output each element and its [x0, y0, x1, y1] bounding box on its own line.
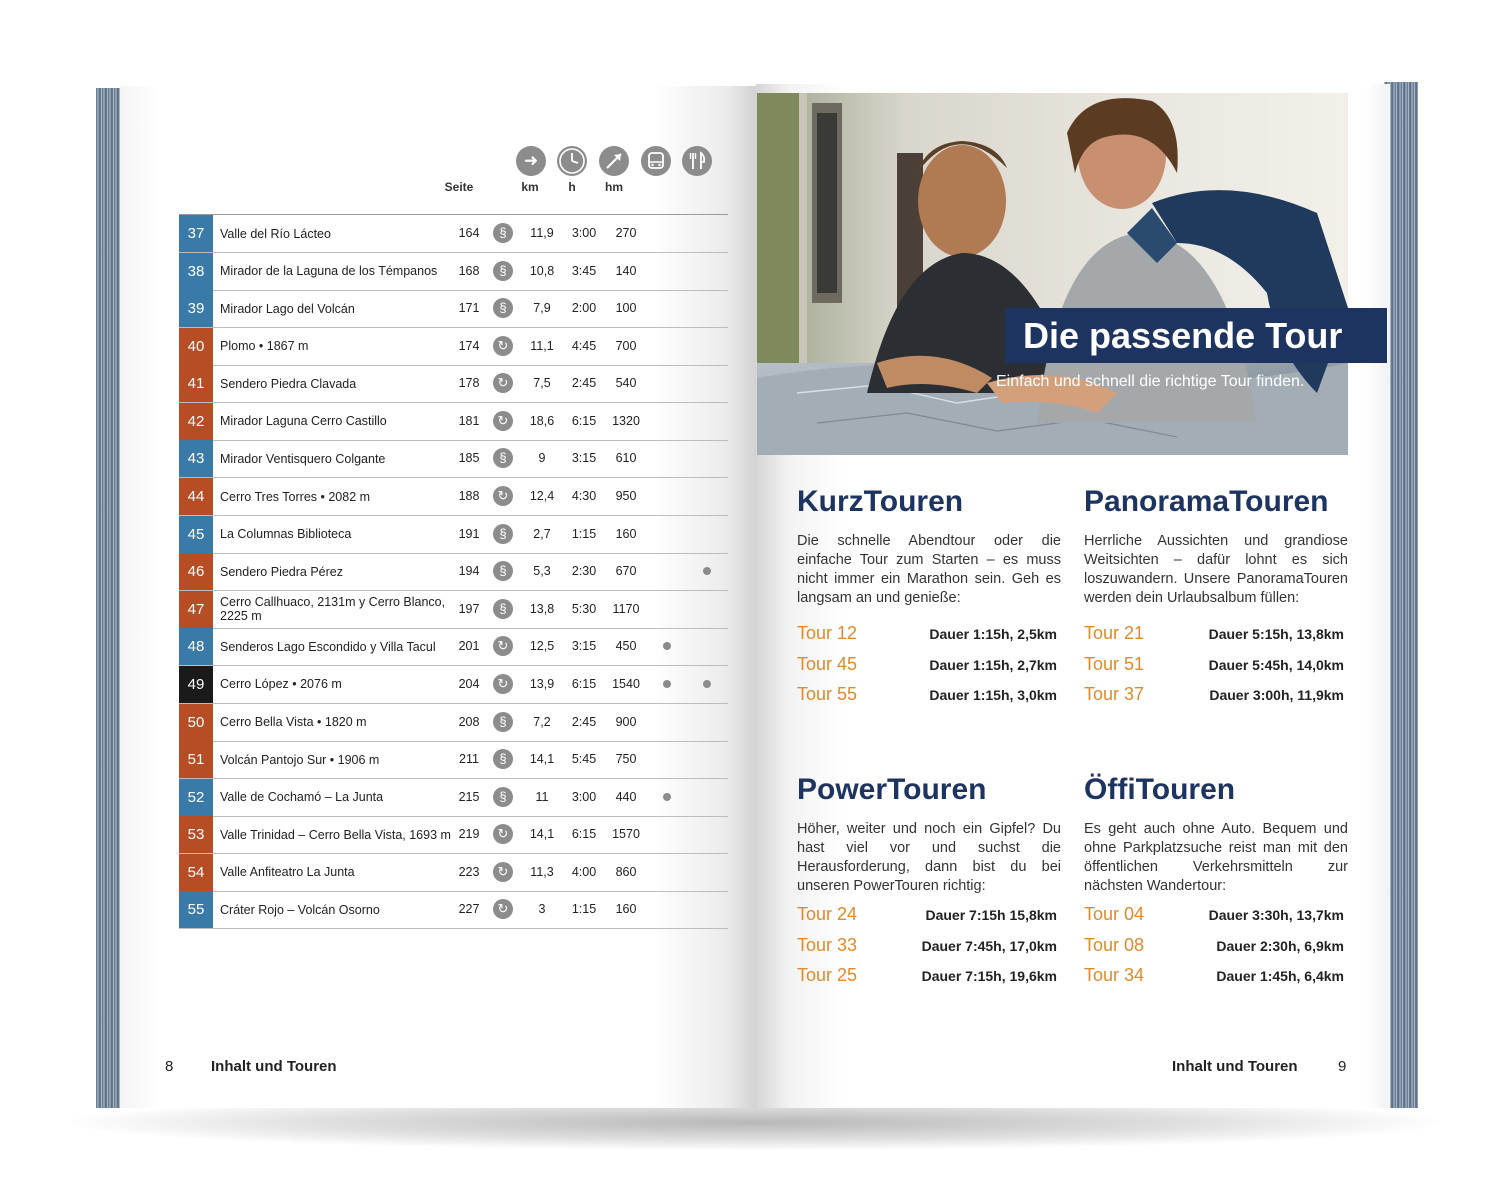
- page-title-banner: [1005, 308, 1387, 363]
- tour-page: 227: [458, 902, 480, 917]
- tour-name: Mirador Ventisquero Colgante: [220, 451, 386, 466]
- tour-name: Senderos Lago Escondido y Villa Tacul: [220, 639, 436, 654]
- tour-info: Dauer 1:45h, 6,4km: [1216, 968, 1344, 984]
- footer-title-left: Inhalt und Touren: [211, 1058, 337, 1075]
- section-title: KurzTouren: [797, 485, 964, 518]
- tour-km: 12,4: [529, 489, 555, 504]
- tour-info: Dauer 5:45h, 14,0km: [1208, 656, 1344, 673]
- tour-link[interactable]: Tour 37: [1084, 684, 1145, 704]
- tour-ascent: 440: [615, 789, 637, 804]
- table-row: [179, 328, 728, 366]
- tour-page: 215: [458, 789, 480, 804]
- tour-ascent: 950: [615, 489, 637, 504]
- page-number-right: 9: [1338, 1058, 1347, 1075]
- tour-page: 208: [458, 714, 480, 729]
- tour-number: 55: [179, 891, 213, 928]
- tour-info: Dauer 5:15h, 13,8km: [1208, 626, 1344, 642]
- tour-link[interactable]: Tour 24: [797, 904, 858, 924]
- tour-duration: 2:30: [571, 564, 597, 579]
- tour-name: Mirador Laguna Cerro Castillo: [220, 414, 387, 429]
- tour-page: 219: [458, 827, 480, 842]
- tour-name: Cerro Bella Vista • 1820 m: [220, 715, 367, 730]
- bus-icon: [641, 146, 671, 176]
- tour-number: 49: [179, 666, 213, 703]
- tour-number: 51: [179, 741, 213, 778]
- loop-route-icon: ↻: [493, 373, 513, 393]
- tour-km: 2,7: [533, 526, 551, 541]
- tour-number: 41: [179, 365, 213, 402]
- section-description: Die schnelle Abendtour oder die einfache Tour zum Starten – es muss nicht immer ein Marathon sein. Geh es langsam an und genieße:: [797, 533, 1061, 606]
- tour-km: 11,3: [530, 864, 554, 879]
- tour-info: Dauer 7:15h, 19,6km: [921, 968, 1057, 984]
- table-row: [179, 365, 728, 403]
- tour-page: 204: [458, 676, 480, 691]
- tour-page: 174: [458, 338, 480, 353]
- tour-number: 39: [179, 290, 213, 327]
- loop-route-icon: ↻: [493, 862, 513, 882]
- table-row: [179, 628, 728, 666]
- tour-number: 38: [179, 253, 213, 290]
- page-number-left: 8: [165, 1058, 174, 1075]
- tour-duration: 1:15: [571, 902, 597, 917]
- tour-name: Valle Anfiteatro La Junta: [220, 865, 355, 880]
- section-description: Höher, weiter und noch ein Gipfel? Du hast viel vor und suchst die Herausforderung, dann bist du bei unseren PowerTouren richtig:: [797, 821, 1061, 894]
- one-way-route-icon: §: [493, 223, 513, 243]
- tour-ascent: 670: [615, 564, 637, 579]
- page-subtitle: Einfach und schnell die richtige Tour finden.: [996, 373, 1305, 390]
- bus-available-dot: [663, 680, 671, 688]
- tour-ascent: 750: [615, 752, 637, 767]
- tour-km: 9: [538, 451, 546, 466]
- tour-page: 171: [458, 301, 480, 316]
- tour-link[interactable]: Tour 08: [1084, 934, 1145, 955]
- tour-name: La Columnas Biblioteca: [220, 527, 352, 542]
- tour-ascent: 160: [615, 526, 637, 541]
- tour-page: 181: [458, 413, 480, 428]
- section-title: ÖffiTouren: [1084, 773, 1236, 806]
- tour-duration: 3:45: [571, 263, 597, 278]
- tour-name: Sendero Piedra Clavada: [220, 376, 357, 391]
- tour-page: 185: [458, 451, 480, 466]
- one-way-route-icon: §: [493, 524, 513, 544]
- table-row: [179, 403, 728, 441]
- tour-name: Mirador de la Laguna de los Témpanos: [220, 264, 438, 279]
- tour-link[interactable]: Tour 55: [797, 684, 858, 704]
- tour-page: 211: [459, 752, 479, 767]
- tour-page: 197: [458, 601, 480, 616]
- hero-photo: [757, 93, 1348, 455]
- tour-number: 53: [179, 816, 213, 853]
- tour-number: 37: [179, 215, 213, 252]
- clock-icon: [557, 146, 587, 176]
- tour-km: 7,5: [533, 376, 551, 391]
- tour-page: 164: [458, 226, 480, 240]
- tour-ascent: 1570: [612, 827, 640, 842]
- tour-info: Dauer 2:30h, 6,9km: [1216, 937, 1344, 954]
- table-row: [179, 215, 728, 253]
- tour-name: Mirador Lago del Volcán: [220, 301, 355, 316]
- tour-ascent: 900: [615, 714, 637, 729]
- tour-link[interactable]: Tour 25: [797, 965, 858, 985]
- table-row: [179, 704, 728, 742]
- tour-number: 42: [179, 403, 213, 440]
- tour-name: Valle Trinidad – Cerro Bella Vista, 1693 m: [220, 827, 451, 842]
- tour-km: 10,8: [529, 263, 555, 278]
- table-row: [179, 478, 728, 516]
- loop-route-icon: ↻: [493, 674, 513, 694]
- tour-link[interactable]: Tour 51: [1084, 653, 1145, 674]
- tour-number: 46: [179, 553, 213, 590]
- tour-ascent: 270: [615, 226, 637, 240]
- table-row: [179, 591, 728, 629]
- tour-km: 14,1: [529, 752, 555, 767]
- table-row: [179, 741, 728, 779]
- tour-info: Dauer 7:15h 15,8km: [925, 907, 1057, 923]
- tour-page: 223: [458, 864, 480, 879]
- tour-ascent: 540: [615, 376, 637, 391]
- one-way-route-icon: §: [493, 599, 513, 619]
- tour-link[interactable]: Tour 12: [797, 623, 858, 643]
- tour-ascent: 1320: [612, 413, 640, 428]
- tour-page: 178: [458, 376, 480, 391]
- tour-duration: 1:15: [571, 526, 597, 541]
- restaurant-icon: [682, 146, 712, 176]
- tour-number: 50: [179, 704, 213, 741]
- column-h: h: [568, 180, 576, 194]
- loop-route-icon: ↻: [493, 899, 513, 919]
- table-row: [179, 666, 728, 704]
- tour-duration: 6:15: [571, 827, 597, 842]
- tour-info: Dauer 1:15h, 2,5km: [929, 626, 1057, 642]
- tour-number: 45: [179, 516, 213, 553]
- tour-link[interactable]: Tour 33: [797, 934, 858, 955]
- section-description: Es geht auch ohne Auto. Bequem und ohne Parkplatzsuche reist man mit den öffentlichen Verkehrsmitteln zur nächsten Wandertour:: [1084, 821, 1348, 894]
- tour-link[interactable]: Tour 34: [1084, 965, 1145, 985]
- tour-ascent: 860: [615, 864, 637, 879]
- tour-duration: 5:45: [571, 752, 597, 767]
- food-available-dot: [703, 567, 711, 575]
- tour-duration: 2:45: [571, 714, 597, 729]
- tour-page: 201: [458, 639, 480, 654]
- tour-km: 7,2: [533, 714, 551, 729]
- tour-number: 47: [179, 591, 213, 628]
- tour-km: 11,1: [530, 338, 554, 353]
- tour-duration: 6:15: [571, 413, 597, 428]
- tour-ascent: 1540: [612, 676, 640, 691]
- signpost-icon: ➜: [516, 146, 546, 176]
- tour-ascent: 1170: [612, 601, 640, 616]
- tour-link[interactable]: Tour 21: [1084, 623, 1145, 643]
- tour-km: 11,9: [530, 226, 554, 240]
- tour-info: Dauer 3:00h, 11,9km: [1209, 687, 1344, 703]
- tour-number: 48: [179, 628, 213, 665]
- loop-route-icon: ↻: [493, 636, 513, 656]
- footer-title-right: Inhalt und Touren: [1172, 1058, 1298, 1075]
- tour-page: 168: [458, 263, 480, 278]
- page-title: Die passende Tour: [1023, 315, 1343, 356]
- tour-km: 12,5: [529, 639, 555, 654]
- tour-info: Dauer 3:30h, 13,7km: [1208, 907, 1344, 923]
- section-title: PanoramaTouren: [1084, 485, 1329, 518]
- table-row: [179, 290, 728, 328]
- tour-duration: 2:45: [571, 376, 597, 391]
- food-available-dot: [703, 680, 711, 688]
- column-seite: Seite: [444, 180, 474, 194]
- tour-link[interactable]: Tour 04: [1084, 904, 1145, 924]
- tour-number: 52: [179, 779, 213, 816]
- tour-ascent: 140: [615, 263, 637, 278]
- section-title: PowerTouren: [797, 773, 987, 806]
- tour-name: Cráter Rojo – Volcán Osorno: [220, 902, 380, 917]
- tour-km: 5,3: [533, 564, 551, 579]
- tour-name: Cerro Tres Torres • 2082 m: [220, 489, 371, 504]
- tour-name: Cerro Callhuaco, 2131m y Cerro Blanco, 2225 m: [220, 595, 446, 624]
- ascent-icon: [599, 146, 629, 176]
- tour-info: Dauer 1:15h, 2,7km: [929, 656, 1057, 673]
- tour-ascent: 450: [615, 639, 637, 654]
- tour-km: 3: [538, 902, 546, 917]
- tour-km: 13,8: [529, 601, 555, 616]
- one-way-route-icon: §: [493, 561, 513, 581]
- one-way-route-icon: §: [493, 448, 513, 468]
- tour-duration: 5:30: [571, 601, 597, 616]
- tour-ascent: 100: [615, 301, 637, 316]
- tour-duration: 3:00: [571, 226, 597, 240]
- tour-duration: 3:15: [571, 639, 597, 654]
- tour-km: 14,1: [529, 827, 555, 842]
- tour-ascent: 700: [615, 338, 637, 353]
- table-row: [179, 779, 728, 817]
- tour-ascent: 610: [615, 451, 637, 466]
- table-row: [179, 516, 728, 554]
- tour-info: Dauer 7:45h, 17,0km: [921, 937, 1057, 954]
- loop-route-icon: ↻: [493, 486, 513, 506]
- tour-name: Valle de Cochamó – La Junta: [220, 790, 384, 805]
- tour-duration: 4:45: [571, 338, 597, 353]
- tour-info: Dauer 1:15h, 3,0km: [929, 687, 1057, 703]
- loop-route-icon: ↻: [493, 336, 513, 356]
- tour-page: 191: [458, 526, 480, 541]
- tour-duration: 4:00: [571, 864, 597, 879]
- tour-name: Sendero Piedra Pérez: [220, 564, 343, 579]
- tour-number: 54: [179, 854, 213, 891]
- tour-name: Plomo • 1867 m: [220, 339, 309, 354]
- one-way-route-icon: §: [493, 749, 513, 769]
- tour-page: 194: [458, 564, 480, 579]
- tour-number: 44: [179, 478, 213, 515]
- tour-duration: 6:15: [571, 676, 597, 691]
- tour-duration: 3:15: [571, 451, 597, 466]
- tour-km: 18,6: [529, 413, 555, 428]
- tour-name: Cerro López • 2076 m: [220, 677, 342, 692]
- one-way-route-icon: §: [493, 298, 513, 318]
- one-way-route-icon: §: [493, 712, 513, 732]
- loop-route-icon: ↻: [493, 411, 513, 431]
- one-way-route-icon: §: [493, 261, 513, 281]
- tour-duration: 4:30: [571, 489, 597, 504]
- tour-duration: 3:00: [571, 789, 597, 804]
- tour-km: 11: [535, 789, 549, 804]
- tour-page: 188: [458, 489, 480, 504]
- tour-km: 7,9: [533, 301, 551, 316]
- tour-duration: 2:00: [571, 301, 597, 316]
- table-row: [179, 854, 728, 892]
- loop-route-icon: ↻: [493, 824, 513, 844]
- column-hm: hm: [605, 180, 623, 194]
- tour-link[interactable]: Tour 45: [797, 653, 858, 674]
- column-km: km: [521, 180, 539, 194]
- tour-number: 43: [179, 440, 213, 477]
- tour-name: Volcán Pantojo Sur • 1906 m: [220, 752, 380, 767]
- tour-km: 13,9: [529, 676, 555, 691]
- table-row: [179, 891, 728, 929]
- tour-ascent: 160: [615, 902, 637, 917]
- bus-available-dot: [663, 793, 671, 801]
- table-row: [179, 440, 728, 478]
- tour-name: Valle del Río Lácteo: [220, 226, 331, 241]
- table-row: [179, 253, 728, 291]
- one-way-route-icon: §: [493, 787, 513, 807]
- tour-number: 40: [179, 328, 213, 365]
- section-description: Herrliche Aussichten und grandiose Weitsichten – dafür lohnt es sich loszuwandern. Unsere PanoramaTouren werden dein Urlaubsalbum füllen:: [1084, 533, 1348, 606]
- table-row: [179, 816, 728, 854]
- table-row: [179, 553, 728, 591]
- bus-available-dot: [663, 642, 671, 650]
